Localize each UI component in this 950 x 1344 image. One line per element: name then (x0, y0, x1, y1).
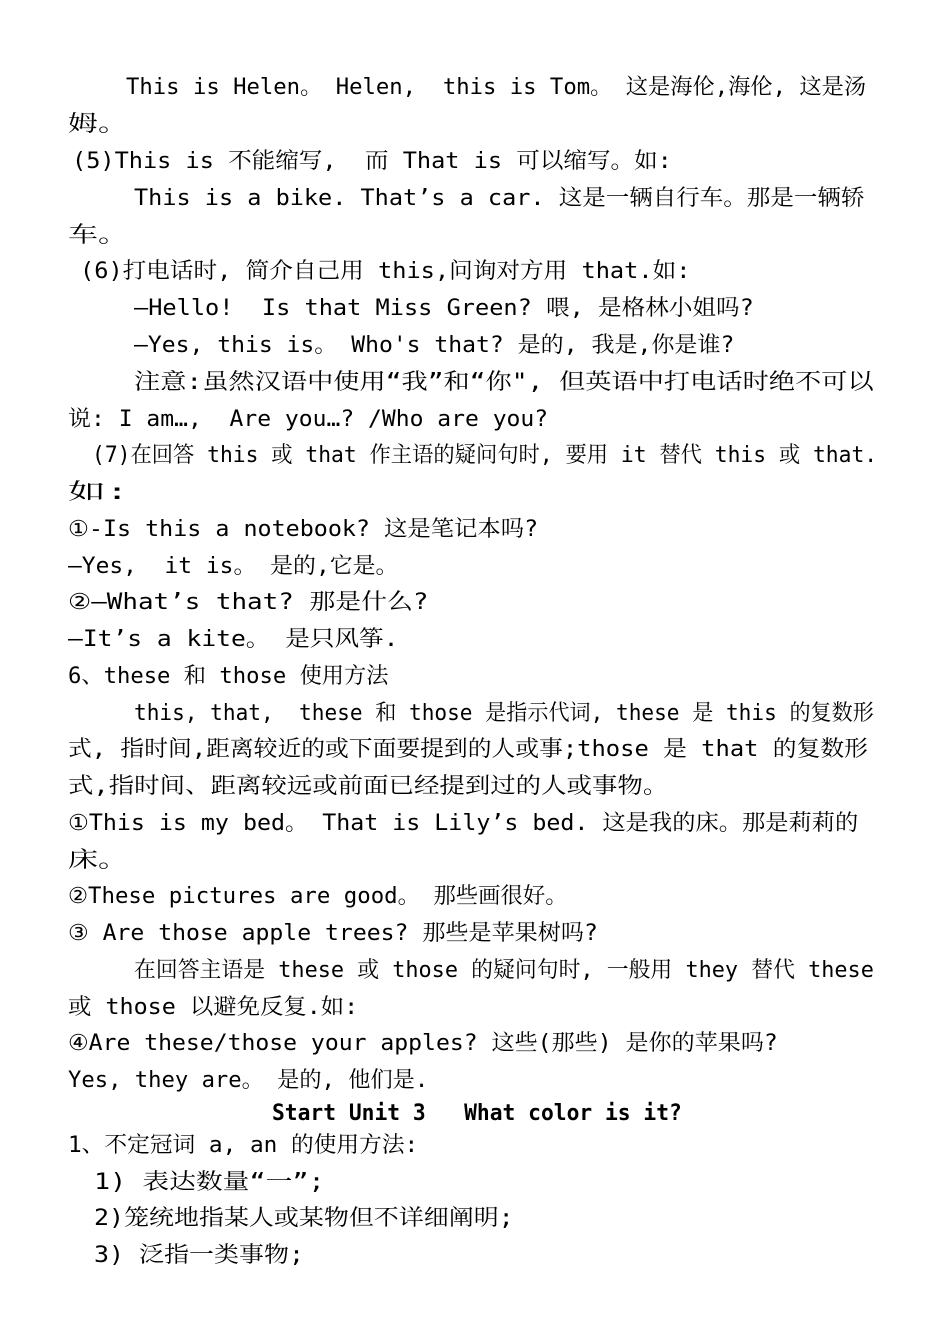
text-line: 说: I am…, Are you…? /Who are you? (68, 407, 549, 432)
text-line: Yes, they are。 是的, 他们是. (68, 1068, 429, 1093)
text-line: 姆。 (68, 112, 129, 137)
text-line: (5)This is 不能缩写, 而 That is 可以缩写。如: (72, 149, 672, 174)
section-heading: 6、these 和 those 使用方法 (68, 664, 389, 689)
text-line: (7)在回答 this 或 that 作主语的疑问句时, 要用 it 替代 this 或 that. (92, 443, 878, 468)
text-line: 式, 指时间,距离较近的或下面要提到的人或事;those 是 that 的复数形 (68, 737, 868, 762)
text-line: ③ Are those apple trees? 那些是苹果树吗? (68, 921, 598, 946)
text-line: ①This is my bed。 That is Lily’s bed. 这是我的床。那是莉莉的 (68, 811, 859, 836)
text-line: 床。 (68, 848, 129, 873)
text-line: ②These pictures are good。 那些画很好。 (68, 884, 568, 909)
text-line: —Hello! Is that Miss Green? 喂, 是格林小姐吗? (134, 296, 754, 321)
text-line: 在回答主语是 these 或 those 的疑问句时, 一般用 they 替代 these (134, 958, 874, 983)
section-heading: 1、不定冠词 a, an 的使用方法: (68, 1133, 419, 1158)
list-item: 1) 表达数量“一”; (94, 1170, 325, 1195)
text-line: 或 those 以避免反复.如: (68, 995, 359, 1020)
text-line: this, that, these 和 those 是指示代词, these 是 this 的复数形 (134, 701, 874, 726)
text-line: ②—What’s that? 那是什么? (68, 590, 429, 615)
text-line: This is Helen。 Helen, this is Tom。 这是海伦,海伦, 这是汤 (126, 75, 867, 100)
unit-title: Start Unit 3 What color is it? (272, 1101, 682, 1126)
text-line: (6)打电话时, 简介自己用 this,问询对方用 that.如: (80, 259, 691, 284)
text-line: —Yes, this is。 Who's that? 是的, 我是,你是谁? (134, 333, 735, 358)
text-line: —It’s a kite。 是只风筝. (68, 627, 399, 652)
text-line: 如: (68, 480, 129, 505)
text-line: ④Are these/those your apples? 这些(那些) 是你的苹果吗? (68, 1031, 778, 1056)
list-item: 2)笼统地指某人或某物但不详细阐明; (94, 1206, 514, 1231)
text-line: 车。 (68, 223, 129, 248)
list-item: 3) 泛指一类事物; (94, 1243, 304, 1268)
text-line: —Yes, it is。 是的,它是。 (68, 554, 399, 579)
text-line: This is a bike. That’s a car. 这是一辆自行车。那是一辆轿 (134, 186, 865, 211)
text-line: ①-Is this a notebook? 这是笔记本吗? (68, 517, 539, 542)
text-line: 注意:虽然汉语中使用“我”和“你", 但英语中打电话时绝不可以 (134, 370, 874, 395)
text-line: 式,指时间、距离较远或前面已经提到过的人或事物。 (68, 774, 669, 799)
